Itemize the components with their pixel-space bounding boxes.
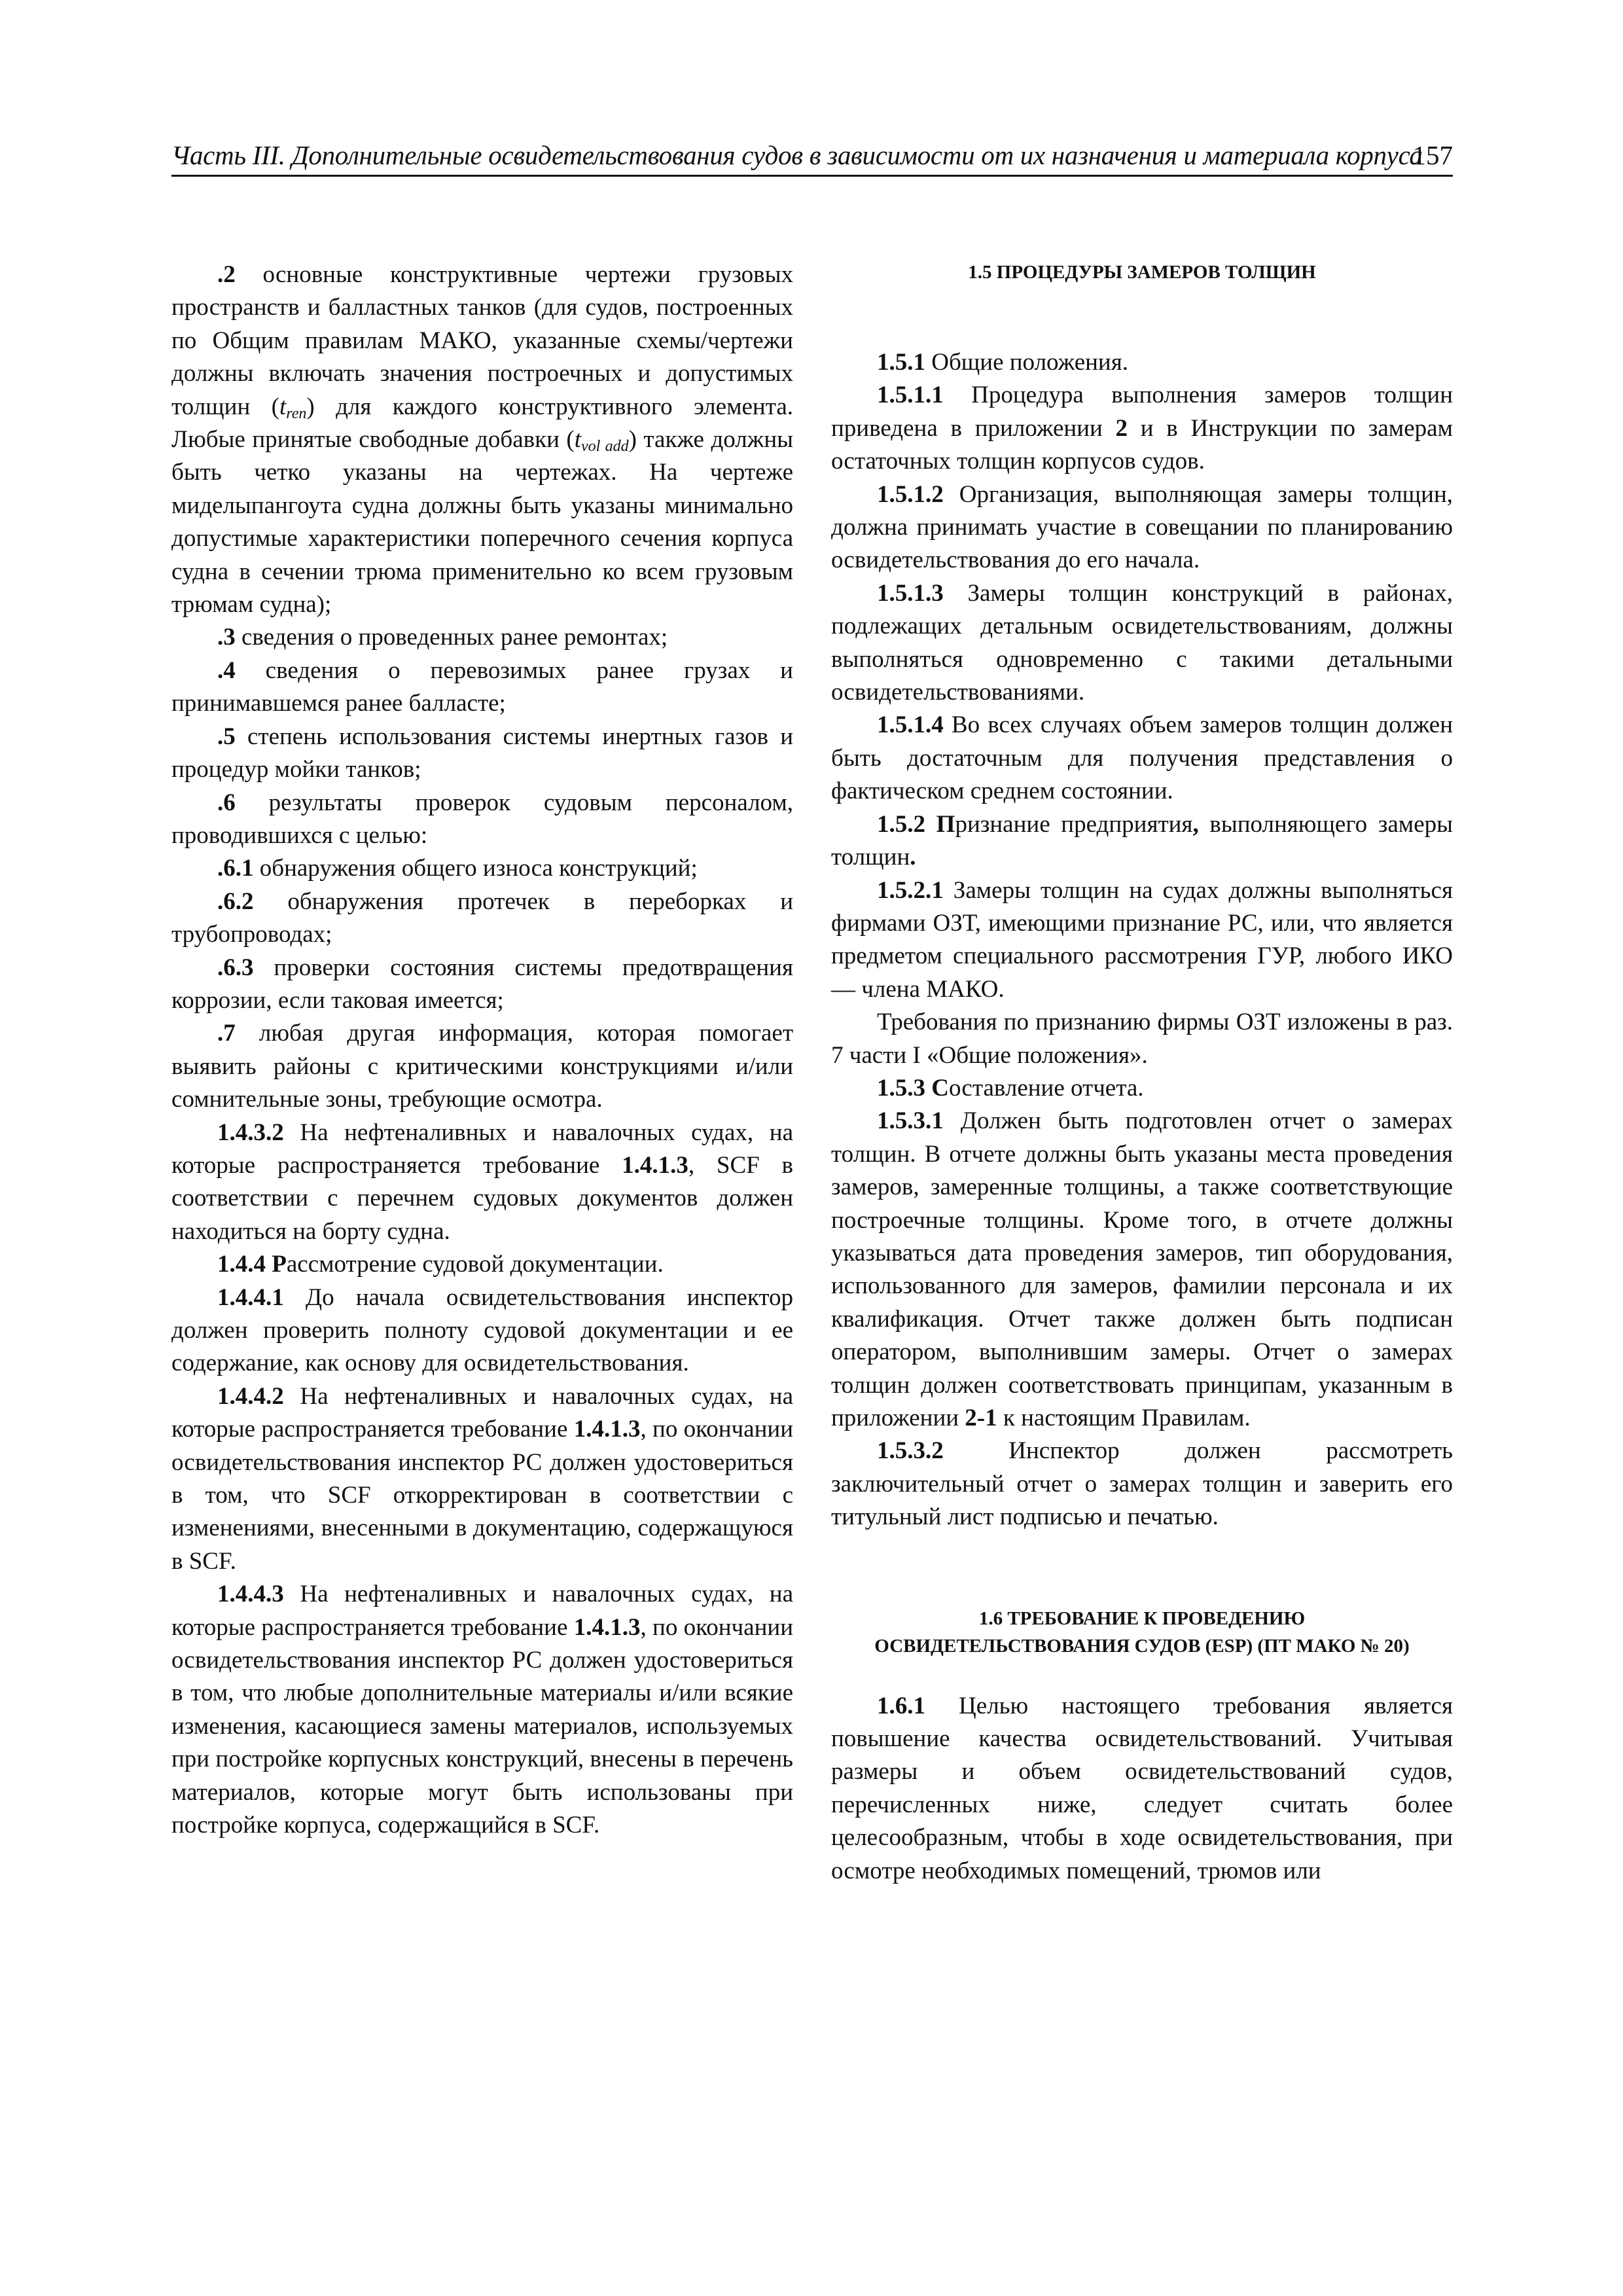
- paragraph: .6 результаты проверок судовым персоналом, проводившихся с целью:: [171, 789, 793, 849]
- paragraph: .4 сведения о перевозимых ранее грузах и принимавшемся ранее балласте;: [171, 656, 793, 717]
- paragraph: 1.5.3.1 Должен быть подготовлен отчет о замерах толщин. В отчете должны быть указаны места проведения замеров, замеренные толщины, а также соответствующие построечные толщины. Кроме того, в отчете должны указываться дата проведения замеров, тип оборудования, использованного для замеров, фамилии персонала и их квалификация. Отчет также должен быть подписан оператором, выполнившим замеры. Отчет о замерах толщин должен соответствовать принципам, указанным в приложении 2-1 к настоящим Правилам.: [831, 1107, 1453, 1431]
- right-column: [831, 259, 1453, 1888]
- subsection-title: 1.5.1 Общие положения.: [877, 349, 1128, 376]
- paragraph: 1.4.4.1 До начала освидетельствования инспектор должен проверить полноту судовой документации и ее содержание, как основу для освидетельствования.: [171, 1283, 793, 1377]
- left-column: [171, 259, 793, 1842]
- paragraph: 1.5.2.1 Замеры толщин на судах должны выполняться фирмами ОЗТ, имеющими признание РС, или, что является предметом специального рассмотрения ГУР, любого ИКО — члена МАКО.: [831, 876, 1453, 1003]
- paragraph: 1.5.1.3 Замеры толщин конструкций в районах, подлежащих детальным освидетельствованиям, должны выполняться одновременно с такими детальными освидетельствованиями.: [831, 579, 1453, 706]
- subsection-title: 1.5.2 Признание предприятия, выполняющего замеры толщин.: [831, 810, 1453, 871]
- paragraph: .6.3 проверки состояния системы предотвращения коррозии, если таковая имеется;: [171, 954, 793, 1014]
- paragraph: .5 степень использования системы инертных газов и процедур мойки танков;: [171, 723, 793, 783]
- paragraph: .6.2 обнаружения протечек в переборках и трубопроводах;: [171, 888, 793, 948]
- paragraph: 1.4.4.3 На нефтеналивных и навалочных судах, на которые распространяется требование 1.4.1.3, по окончании освидетельствования инспектор РС должен удостовериться в том, что любые дополнительные материалы и/или всякие изменения, касающиеся замены материалов, используемых при постройке корпусных конструкций, внесены в перечень материалов, которые могут быть использованы при постройке корпуса, содержащийся в SCF.: [171, 1581, 793, 1839]
- section-heading-1-6-line1: 1.6 ТРЕБОВАНИЕ К ПРОВЕДЕНИЮ: [978, 1607, 1306, 1629]
- subsection-title: 1.5.3 Составление отчета.: [877, 1074, 1144, 1102]
- page-number: 157: [1412, 140, 1453, 170]
- header-title: Часть III. Дополнительные освидетельствования судов в зависимости от их назначения и материала корпуса: [171, 140, 1423, 170]
- paragraph: .3 сведения о проведенных ранее ремонтах;: [217, 624, 668, 651]
- paragraph: 1.4.4.2 На нефтеналивных и навалочных судах, на которые распространяется требование 1.4.1.3, по окончании освидетельствования инспектор РС должен удостовериться в том, что SCF откорректирован в соответствии с изменениями, внесенными в документацию, содержащуюся в SCF.: [171, 1382, 793, 1575]
- paragraph: 1.5.1.4 Во всех случаях объем замеров толщин должен быть достаточным для получения представления о фактическом среднем состоянии.: [831, 711, 1453, 805]
- paragraph: 1.5.3.2 Инспектор должен рассмотреть заключительный отчет о замерах толщин и заверить его титульный лист подписью и печатью.: [831, 1437, 1453, 1531]
- running-header: [171, 134, 1453, 177]
- paragraph: 1.5.1.1 Процедура выполнения замеров толщин приведена в приложении 2 и в Инструкции по замерам остаточных толщин корпусов судов.: [831, 382, 1453, 475]
- paragraph: 1.5.1.2 Организация, выполняющая замеры толщин, должна принимать участие в совещании по планированию освидетельствования до его начала.: [831, 480, 1453, 574]
- paragraph: 1.6.1 Целью настоящего требования является повышение качества освидетельствований. Учитывая размеры и объем освидетельствований судов, перечисленных ниже, следует считать более целесообразным, чтобы в ходе освидетельствования, при осмотре необходимых помещений, трюмов или: [831, 1692, 1453, 1884]
- subsection-title: 1.4.4 Рассмотрение судовой документации.: [217, 1251, 664, 1278]
- section-heading-1-5: 1.5 ПРОЦЕДУРЫ ЗАМЕРОВ ТОЛЩИН: [968, 262, 1316, 283]
- section-heading-1-6-line2: ОСВИДЕТЕЛЬСТВОВАНИЯ СУДОВ (ESP) (ПТ МАКО № 20): [874, 1635, 1410, 1657]
- paragraph: .6.1 обнаружения общего износа конструкций;: [217, 855, 698, 882]
- paragraph: 1.4.3.2 На нефтеналивных и навалочных судах, на которые распространяется требование 1.4.1.3, SCF в соответствии с перечнем судовых документов должен находиться на борту судна.: [171, 1119, 793, 1245]
- paragraph: .2 основные конструктивные чертежи грузовых пространств и балластных танков (для судов, построенных по Общим правилам МАКО, указанные схемы/чертежи должны включать значения построечных и допустимых толщин $(t_{ren})$ для каждого конструктивного элемента. Любые принятые свободные добавки $(t_{vol add})$ также должны быть четко указаны на чертежах. На чертеже миделыпангоута судна должны быть указаны минимально допустимые характеристики поперечного сечения корпуса судна в сечении трюма применительно ко всем грузовым трюмам судна);: [171, 261, 793, 619]
- paragraph: Требования по признанию фирмы ОЗТ изложены в раз. 7 части I «Общие положения».: [831, 1009, 1453, 1069]
- paragraph: .7 любая другая информация, которая помогает выявить районы с критическими конструкциями и/или сомнительные зоны, требующие осмотра.: [171, 1020, 793, 1113]
